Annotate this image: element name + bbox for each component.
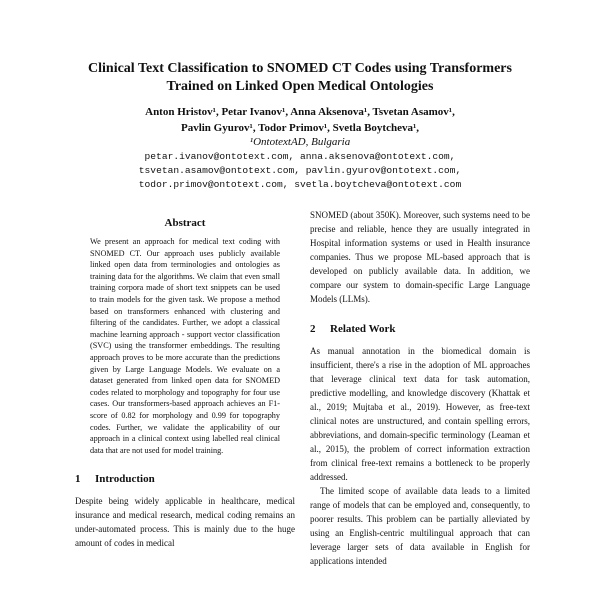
abstract-heading: Abstract xyxy=(164,217,206,229)
section-title: Introduction xyxy=(95,473,155,486)
email-line-2: tsvetan.asamov@ontotext.com, pavlin.gyurov@ontotext.com, xyxy=(138,165,462,176)
title-line-2: Trained on Linked Open Medical Ontologies xyxy=(166,79,434,94)
email-list xyxy=(40,150,560,192)
related-work-paragraph-1: As manual annotation in the biomedical domain is insufficient, there's a rise in the adoption of ML approaches that leverage clinical text data for task automation, predictive modelling, and knowledge discovery (Khattak et al., 2019; Mujtaba et al., 2019). However, as free-text clinical notes are unstructured, and contain spelling errors, abbreviations, and domain-specific terminology (Leaman et al., 2015), the problem of correct information extraction from clinical free-text remains a bottleneck to be properly addressed. xyxy=(310,346,530,482)
section-heading-introduction xyxy=(75,472,295,486)
related-work-paragraph-2: The limited scope of available data leads to a limited range of models that can be employed and, consequently, to poorer results. This problem can be partially alleviated by using an English-centric multilingual approach that can leverage larger sets of data available in English for applications intended xyxy=(310,486,530,566)
right-column xyxy=(310,208,530,568)
section-title: Related Work xyxy=(330,323,396,335)
email-line-3: todor.primov@ontotext.com, svetla.boytcheva@ontotext.com xyxy=(138,179,462,190)
intro-continuation-text: SNOMED (about 350K). Moreover, such systems need to be precise and reliable, hence they are usually integrated in Hospital information systems or used in Health insurance companies. Thus we propose ML-based approach that is developed on publicly available data. In addition, we compare our system to domain-specific Large Language Models (LLMs). xyxy=(310,210,530,304)
left-column xyxy=(75,208,295,550)
section-number: 1 xyxy=(75,473,81,486)
author-list xyxy=(60,104,540,136)
section-number: 2 xyxy=(310,323,316,335)
paper-title xyxy=(40,60,560,96)
email-line-1: petar.ivanov@ontotext.com, anna.aksenova@ontotext.com, xyxy=(144,151,456,162)
authors-line-1: Anton Hristov¹, Petar Ivanov¹, Anna Aksenova¹, Tsvetan Asamov¹, xyxy=(145,106,455,118)
abstract-text: We present an approach for medical text coding with SNOMED CT. Our approach uses publicly available linked open data from terminologies and ontologies as training data for the algorithms. We claim that even small training corpora made of short text snippets can be used to train models for the given task. We propose a method based on transformers enhanced with clustering and filtering of the candidates. Further, we adopt a classical machine learning approach - support vector classification (SVC) using the transformer embeddings. The resulting approach proves to be more accurate than the predictions given by Large Language Models. We evaluate on a dataset generated from linked open data for SNOMED codes related to morphology and topography for four use cases. Our transformers-based approach achieves an F1-score of 0.82 for morphology and 0.99 for topography codes. Further, we validate the applicability of our approach in a clinical context using labelled real clinical data that are not used for model training. xyxy=(90,237,280,455)
section-heading-related-work xyxy=(310,322,530,336)
affiliation: ¹OntotextAD, Bulgaria xyxy=(249,136,351,148)
authors-line-2: Pavlin Gyurov¹, Todor Primov¹, Svetla Boytcheva¹, xyxy=(180,122,420,134)
introduction-text: Despite being widely applicable in healthcare, medical insurance and medical research, medical coding remains an under-automated process. This is mainly due to the huge amount of codes in medical xyxy=(75,496,295,549)
title-line-1: Clinical Text Classification to SNOMED CT Codes using Transformers xyxy=(88,61,512,76)
